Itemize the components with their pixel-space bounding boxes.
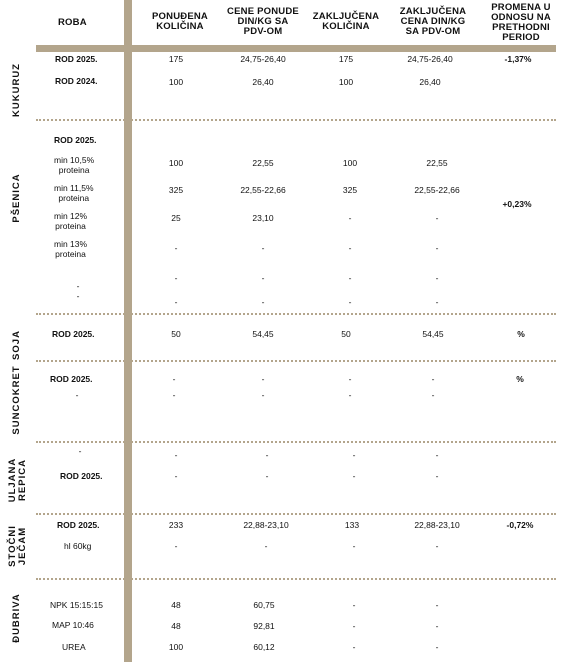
cell-zakljucena-cena: - <box>435 621 439 631</box>
cell-zakljucena: - <box>352 450 356 460</box>
row-label: UREA <box>62 642 86 652</box>
cell-zakljucena-cena: - <box>435 213 439 223</box>
cell-zakljucena-cena: - <box>435 297 439 307</box>
cell-zakljucena-cena: - <box>435 642 439 652</box>
cell-zakljucena: 50 <box>341 329 351 339</box>
cell-zakljucena: - <box>352 642 356 652</box>
category-suncokret: SUNCOKRET <box>11 365 22 435</box>
cell-ponudjena: 50 <box>171 329 181 339</box>
header-line: ZAKLJUČENA <box>312 11 380 22</box>
cell-zakljucena-cena: 24,75-26,40 <box>407 54 453 64</box>
separator <box>36 578 556 580</box>
row-label: NPK 15:15:15 <box>50 600 103 610</box>
row-label: ROD 2025. <box>50 374 93 384</box>
cell-ponudjena: - <box>174 471 178 481</box>
cell-zakljucena-cena: - <box>435 600 439 610</box>
cell-cena-ponude: - <box>264 541 268 551</box>
header-line: PROMENA U <box>491 2 551 13</box>
cell-cena-ponude: - <box>261 273 265 283</box>
cell-promena: % <box>517 329 525 339</box>
row-label <box>54 155 94 175</box>
cell-cena-ponude: 92,81 <box>253 621 275 631</box>
row-label: ROD 2025. <box>54 135 97 145</box>
row-label: ROD 2025. <box>57 520 100 530</box>
cell-cena-ponude: - <box>261 374 265 384</box>
header-ponudjena-kolicina <box>147 12 213 32</box>
cell-cena-ponude: 26,40 <box>252 77 274 87</box>
header-promena <box>483 3 559 43</box>
header-line: CENA DIN/KG <box>400 16 466 27</box>
category-uljana-repica <box>8 458 28 503</box>
column-divider <box>124 0 132 662</box>
header-line: DIN/KG SA <box>237 16 289 27</box>
cell-promena: -0,72% <box>506 520 534 530</box>
category-stocni-jecam <box>8 525 28 567</box>
cell-zakljucena-cena: - <box>435 273 439 283</box>
cell-zakljucena: 100 <box>342 158 358 168</box>
cell-zakljucena-cena: - <box>435 450 439 460</box>
cell-ponudjena: - <box>174 297 178 307</box>
cell-ponudjena: - <box>174 450 178 460</box>
label-line: min 13% <box>54 239 88 249</box>
cell-ponudjena: 25 <box>171 213 181 223</box>
header-line: CENE PONUDE <box>227 6 299 17</box>
cell-cena-ponude: - <box>265 471 269 481</box>
cell-zakljucena: - <box>352 621 356 631</box>
cell-cena-ponude: - <box>261 297 265 307</box>
category-kukuruz: KUKURUZ <box>11 63 22 117</box>
header-line: PDV-OM <box>243 26 283 37</box>
cell-ponudjena: 100 <box>168 642 184 652</box>
header-line: PERIOD <box>502 32 540 43</box>
row-label <box>54 183 94 203</box>
category-line: REPICA <box>17 459 28 501</box>
label-line: proteina <box>55 249 86 259</box>
header-line: PRETHODNI <box>492 22 550 33</box>
cell-zakljucena: - <box>348 297 352 307</box>
header-zakljucena-kolicina <box>306 12 386 32</box>
cell-ponudjena: - <box>174 243 178 253</box>
cell-zakljucena: - <box>352 541 356 551</box>
cell-promena: % <box>516 374 524 384</box>
separator <box>36 313 556 315</box>
cell-zakljucena: - <box>348 243 352 253</box>
cell-ponudjena: 100 <box>168 77 184 87</box>
row-label: ROD 2024. <box>55 76 98 86</box>
header-zakljucena-cena <box>391 7 475 37</box>
cell-zakljucena-cena: - <box>435 243 439 253</box>
separator <box>36 360 556 362</box>
cell-cena-ponude: - <box>261 390 265 400</box>
category-djubriva: ĐUBRIVA <box>11 593 22 643</box>
cell-zakljucena-cena: 22,55-22,66 <box>414 185 460 195</box>
cell-promena: +0,23% <box>502 199 532 209</box>
category-line: ULJANA <box>7 457 18 503</box>
label-line: min 10,5% <box>54 155 95 165</box>
cell-zakljucena-cena: - <box>435 541 439 551</box>
cell-cena-ponude: 22,55 <box>252 158 274 168</box>
cell-cena-ponude: - <box>265 450 269 460</box>
cell-ponudjena: 175 <box>168 54 184 64</box>
separator <box>36 119 556 121</box>
header-roba-text: ROBA <box>58 17 87 28</box>
cell-zakljucena-cena: 54,45 <box>422 329 444 339</box>
header-line: SA PDV-OM <box>405 26 461 37</box>
cell-zakljucena: - <box>352 471 356 481</box>
label-line: proteina <box>58 165 90 175</box>
cell-zakljucena: - <box>348 374 352 384</box>
separator <box>36 441 556 443</box>
cell-cena-ponude: 22,55-22,66 <box>240 185 286 195</box>
label-line: min 11,5% <box>54 183 94 193</box>
category-psenica: PŠENICA <box>11 173 22 223</box>
cell-cena-ponude: 23,10 <box>252 213 274 223</box>
cell-zakljucena: - <box>348 213 352 223</box>
cell-ponudjena: 325 <box>168 185 184 195</box>
header-divider <box>36 45 556 52</box>
cell-zakljucena: 100 <box>338 77 354 87</box>
cell-promena: -1,37% <box>504 54 532 64</box>
header-line: PONUĐENA <box>152 11 208 22</box>
cell-ponudjena: - <box>172 374 176 384</box>
cell-ponudjena: - <box>174 273 178 283</box>
cell-ponudjena: 233 <box>168 520 184 530</box>
cell-zakljucena: - <box>352 600 356 610</box>
cell-ponudjena: 48 <box>171 621 181 631</box>
cell-zakljucena-cena: - <box>435 471 439 481</box>
cell-cena-ponude: 54,45 <box>252 329 274 339</box>
cell-zakljucena-cena: 22,88-23,10 <box>414 520 460 530</box>
category-line: JEČAM <box>17 526 28 566</box>
cell-cena-ponude: 22,88-23,10 <box>243 520 289 530</box>
label-line: proteina <box>58 193 90 203</box>
cell-zakljucena: - <box>348 390 352 400</box>
row-label: ROD 2025. <box>60 471 103 481</box>
header-roba <box>58 18 87 28</box>
cell-ponudjena: - <box>172 390 176 400</box>
category-line: STOČNI <box>7 525 18 567</box>
row-label: - <box>78 446 82 456</box>
label-line: proteina <box>55 221 86 231</box>
cell-cena-ponude: 60,75 <box>253 600 275 610</box>
row-label: MAP 10:46 <box>52 620 94 630</box>
header-line: ZAKLJUČENA <box>399 6 467 17</box>
cell-cena-ponude: 60,12 <box>253 642 275 652</box>
cell-cena-ponude: 24,75-26,40 <box>240 54 286 64</box>
cell-ponudjena: 48 <box>171 600 181 610</box>
row-label: ROD 2025. <box>52 329 95 339</box>
cell-ponudjena: 100 <box>168 158 184 168</box>
separator <box>36 513 556 515</box>
row-label: - <box>76 291 80 301</box>
header-line: KOLIČINA <box>156 21 204 32</box>
row-label <box>54 239 87 259</box>
cell-zakljucena: 175 <box>338 54 354 64</box>
cell-zakljucena: 133 <box>344 520 360 530</box>
cell-zakljucena-cena: 26,40 <box>419 77 441 87</box>
cell-ponudjena: - <box>174 541 178 551</box>
row-label: ROD 2025. <box>55 54 98 64</box>
cell-zakljucena: - <box>348 273 352 283</box>
cell-zakljucena-cena: - <box>431 390 435 400</box>
category-soja: SOJA <box>11 330 22 360</box>
row-label: - <box>75 390 79 400</box>
header-line: ODNOSU NA <box>491 12 551 23</box>
row-label <box>54 211 87 231</box>
row-label: - <box>76 281 80 291</box>
cell-zakljucena: 325 <box>342 185 358 195</box>
label-line: min 12% <box>54 211 88 221</box>
cell-cena-ponude: - <box>261 243 265 253</box>
header-cene-ponude <box>220 7 306 37</box>
cell-zakljucena-cena: - <box>431 374 435 384</box>
cell-zakljucena-cena: 22,55 <box>426 158 448 168</box>
row-label: hl 60kg <box>64 541 92 551</box>
header-line: KOLIČINA <box>322 21 370 32</box>
